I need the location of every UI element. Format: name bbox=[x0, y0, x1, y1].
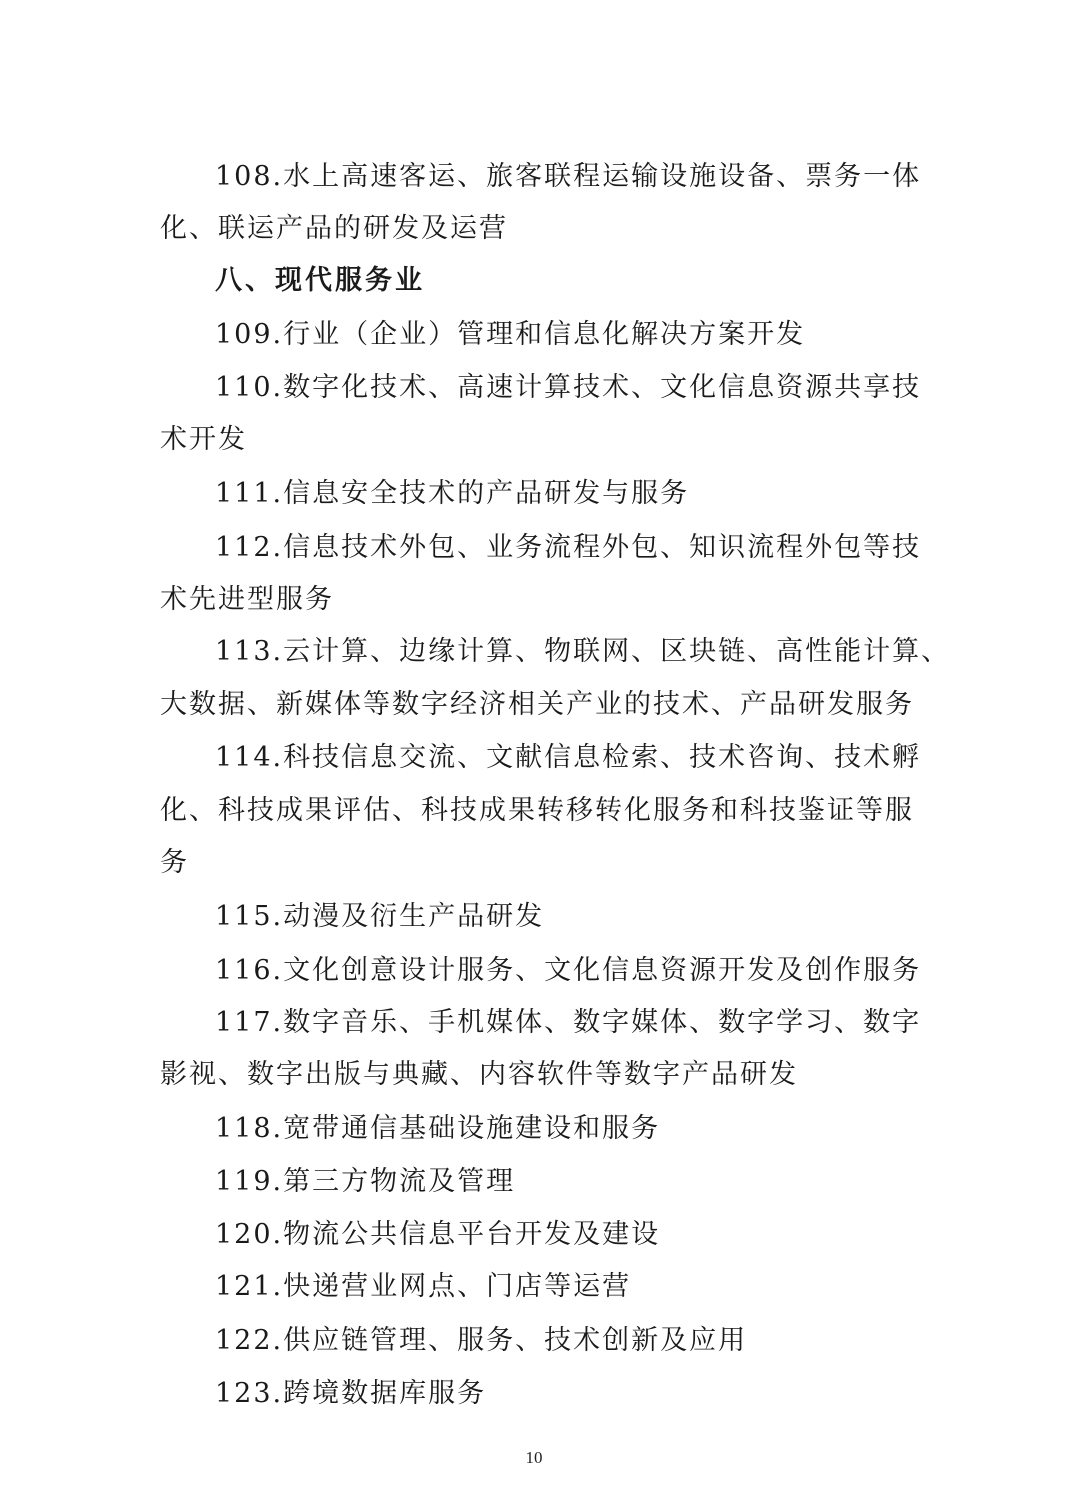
item-110-line-1: 110.数字化技术、高速计算技术、文化信息资源共享技 bbox=[215, 372, 922, 403]
item-112-line-1: 112.信息技术外包、业务流程外包、知识流程外包等技 bbox=[215, 532, 922, 563]
item-111: 111.信息安全技术的产品研发与服务 bbox=[215, 478, 690, 509]
item-118: 118.宽带通信基础设施建设和服务 bbox=[215, 1113, 661, 1144]
item-108-line-2: 化、联运产品的研发及运营 bbox=[160, 213, 508, 244]
item-113-line-2: 大数据、新媒体等数字经济相关产业的技术、产品研发服务 bbox=[160, 689, 914, 720]
item-122: 122.供应链管理、服务、技术创新及应用 bbox=[215, 1325, 748, 1356]
item-110-line-2: 术开发 bbox=[160, 424, 247, 455]
item-115: 115.动漫及衍生产品研发 bbox=[215, 901, 545, 932]
item-117-line-1: 117.数字音乐、手机媒体、数字媒体、数字学习、数字 bbox=[215, 1007, 922, 1038]
section-heading: 八、现代服务业 bbox=[215, 265, 425, 296]
item-120: 120.物流公共信息平台开发及建设 bbox=[215, 1219, 661, 1250]
item-123: 123.跨境数据库服务 bbox=[215, 1378, 487, 1409]
item-113-line-1: 113.云计算、边缘计算、物联网、区块链、高性能计算、 bbox=[215, 636, 951, 667]
item-109: 109.行业（企业）管理和信息化解决方案开发 bbox=[215, 319, 806, 350]
page-number: 10 bbox=[525, 1448, 543, 1467]
item-121: 121.快递营业网点、门店等运营 bbox=[215, 1271, 632, 1302]
item-108-line-1: 108.水上高速客运、旅客联程运输设施设备、票务一体 bbox=[215, 161, 922, 192]
item-114-line-3: 务 bbox=[160, 847, 189, 878]
item-112-line-2: 术先进型服务 bbox=[160, 584, 334, 615]
item-116: 116.文化创意设计服务、文化信息资源开发及创作服务 bbox=[215, 955, 922, 986]
item-117-line-2: 影视、数字出版与典藏、内容软件等数字产品研发 bbox=[160, 1059, 798, 1090]
item-119: 119.第三方物流及管理 bbox=[215, 1166, 516, 1197]
item-114-line-1: 114.科技信息交流、文献信息检索、技术咨询、技术孵 bbox=[215, 742, 922, 773]
item-114-line-2: 化、科技成果评估、科技成果转移转化服务和科技鉴证等服 bbox=[160, 795, 914, 826]
